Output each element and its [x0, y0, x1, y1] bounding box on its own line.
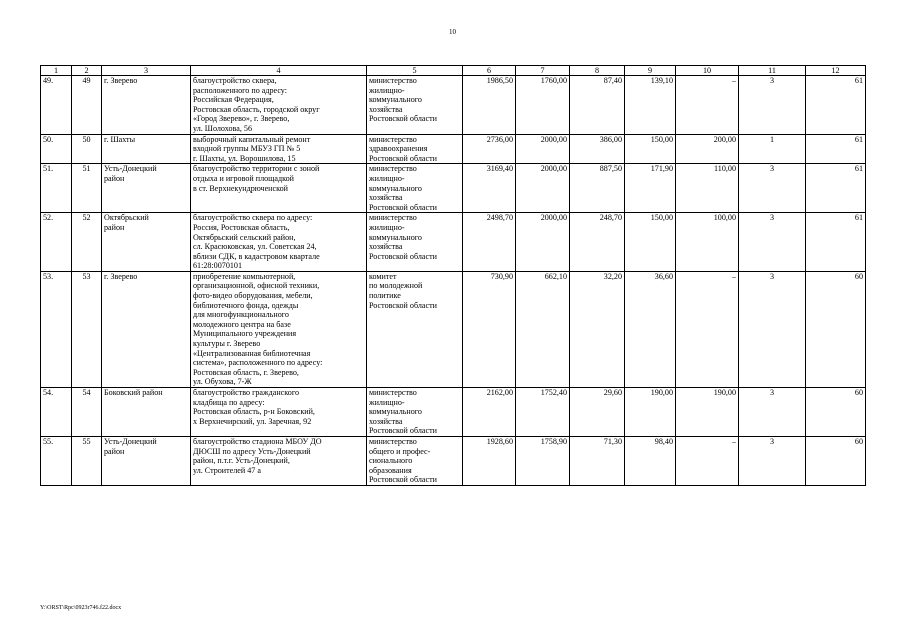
- footer-path: Y:\ORST\Rpc\0923r746.f22.docx: [40, 605, 122, 611]
- cell-line: Муниципального учреждения: [193, 329, 297, 339]
- cell-line: комитет: [369, 271, 397, 281]
- cell-line: ул. Обухова, 7-Ж: [193, 377, 252, 387]
- cell-line: сионального: [369, 456, 413, 466]
- row-index: 50: [72, 134, 102, 164]
- subsidy-amount-cell: 2000,00: [516, 213, 570, 272]
- cell-line: 61:28:0070101: [193, 261, 243, 271]
- score-cell: 61: [806, 164, 866, 213]
- category-cell: 3: [739, 164, 806, 213]
- cell-line: хозяйства: [369, 104, 403, 114]
- cell-line: министерство: [369, 436, 417, 446]
- category-cell: 3: [739, 271, 806, 387]
- municipality-cell: [102, 436, 191, 485]
- cell-line: коммунального: [369, 95, 422, 105]
- cell-line: общего и профес-: [369, 446, 431, 456]
- header-row: [41, 66, 866, 76]
- cell-line: расположенного по адресу:: [193, 85, 287, 95]
- cell-line: в ст. Верхнекундрюченской: [193, 183, 289, 193]
- municipality-cell: [102, 134, 191, 164]
- column-header: 2: [72, 66, 102, 76]
- cell-line: «Централизованная библиотечная: [193, 348, 311, 358]
- table-row: [41, 76, 866, 135]
- cell-line: министерство: [369, 76, 417, 85]
- extra-amount-cell: 110,00: [676, 164, 739, 213]
- ministry-cell: [367, 436, 463, 485]
- cell-line: г. Зверево: [104, 271, 138, 281]
- cell-line: район, п.т.г. Усть-Донецкий,: [193, 456, 290, 466]
- score-cell: 60: [806, 436, 866, 485]
- score-cell: 61: [806, 76, 866, 135]
- cell-line: Ростовской области: [369, 114, 437, 124]
- table-row: [41, 134, 866, 164]
- regional-amount-cell: 32,20: [570, 271, 625, 387]
- object-description-cell: [191, 213, 367, 272]
- cell-line: «Город Зверево», г. Зверево,: [193, 114, 290, 124]
- score-cell: 60: [806, 388, 866, 437]
- total-amount-cell: 2162,00: [463, 388, 516, 437]
- object-description-cell: [191, 436, 367, 485]
- cell-line: отдыха и игровой площадкой: [193, 173, 295, 183]
- cell-line: культуры г. Зверево: [193, 339, 261, 349]
- cell-line: г. Зверево: [104, 76, 138, 85]
- cell-line: Боковский район: [104, 388, 163, 397]
- cell-line: по молодежной: [369, 281, 423, 291]
- cell-line: хозяйства: [369, 242, 403, 252]
- cell-line: выборочный капитальный ремонт: [193, 134, 311, 144]
- column-header: 9: [625, 66, 676, 76]
- municipality-cell: [102, 271, 191, 387]
- cell-line: благоустройство сквера по адресу:: [193, 213, 313, 223]
- regional-amount-cell: 248,70: [570, 213, 625, 272]
- municipality-cell: [102, 164, 191, 213]
- regional-amount-cell: 887,50: [570, 164, 625, 213]
- ministry-cell: [367, 164, 463, 213]
- column-header: 11: [739, 66, 806, 76]
- subsidy-amount-cell: 1752,40: [516, 388, 570, 437]
- cell-line: приобретение компьютерной,: [193, 271, 296, 281]
- category-cell: 3: [739, 436, 806, 485]
- local-amount-cell: 190,00: [625, 388, 676, 437]
- subsidy-amount-cell: 1760,00: [516, 76, 570, 135]
- cell-line: район: [104, 446, 125, 456]
- score-cell: 60: [806, 271, 866, 387]
- ministry-cell: [367, 388, 463, 437]
- row-number: 52.: [41, 213, 72, 272]
- cell-line: Ростовской области: [369, 426, 437, 436]
- object-description-cell: [191, 388, 367, 437]
- cell-line: Октябрьский сельский район,: [193, 232, 296, 242]
- column-header: 8: [570, 66, 625, 76]
- cell-line: район: [104, 173, 125, 183]
- total-amount-cell: 1928,60: [463, 436, 516, 485]
- total-amount-cell: 2498,70: [463, 213, 516, 272]
- total-amount-cell: 2736,00: [463, 134, 516, 164]
- ministry-cell: [367, 213, 463, 272]
- cell-line: благоустройство территории с зоной: [193, 164, 320, 174]
- column-header: 7: [516, 66, 570, 76]
- local-amount-cell: 36,60: [625, 271, 676, 387]
- column-header: 3: [102, 66, 191, 76]
- cell-line: благоустройство сквера,: [193, 76, 277, 85]
- column-header: 5: [367, 66, 463, 76]
- cell-line: Ростовской области: [369, 153, 437, 163]
- cell-line: Октябрьский: [104, 213, 149, 223]
- row-index: 49: [72, 76, 102, 135]
- cell-line: Ростовская область, г. Зверево,: [193, 367, 299, 377]
- local-amount-cell: 150,00: [625, 213, 676, 272]
- subsidy-amount-cell: 662,10: [516, 271, 570, 387]
- cell-line: жилищно-: [369, 85, 405, 95]
- extra-amount-cell: –: [676, 271, 739, 387]
- cell-line: Россия, Ростовская область,: [193, 222, 290, 232]
- cell-line: благоустройство стадиона МБОУ ДО: [193, 436, 322, 446]
- row-number: 51.: [41, 164, 72, 213]
- cell-line: г. Шахты, ул. Ворошилова, 15: [193, 153, 296, 163]
- cell-line: ул. Строителей 47 а: [193, 465, 261, 475]
- extra-amount-cell: 200,00: [676, 134, 739, 164]
- extra-amount-cell: 190,00: [676, 388, 739, 437]
- cell-line: входной группы МБУЗ ГП № 5: [193, 144, 301, 154]
- cell-line: кладбища по адресу:: [193, 397, 265, 407]
- cell-line: район: [104, 222, 125, 232]
- cell-line: Российская Федерация,: [193, 95, 274, 105]
- table-row: [41, 271, 866, 387]
- local-amount-cell: 98,40: [625, 436, 676, 485]
- score-cell: 61: [806, 134, 866, 164]
- regional-amount-cell: 386,00: [570, 134, 625, 164]
- row-index: 55: [72, 436, 102, 485]
- cell-line: Ростовской области: [369, 300, 437, 310]
- object-description-cell: [191, 134, 367, 164]
- cell-line: Ростовской области: [369, 251, 437, 261]
- column-header: 1: [41, 66, 72, 76]
- row-number: 55.: [41, 436, 72, 485]
- total-amount-cell: 3169,40: [463, 164, 516, 213]
- cell-line: министерство: [369, 388, 417, 397]
- subsidy-amount-cell: 2000,00: [516, 164, 570, 213]
- category-cell: 1: [739, 134, 806, 164]
- extra-amount-cell: –: [676, 436, 739, 485]
- local-amount-cell: 171,90: [625, 164, 676, 213]
- row-number: 53.: [41, 271, 72, 387]
- cell-line: вблизи СДК, в кадастровом квартале: [193, 251, 320, 261]
- row-number: 50.: [41, 134, 72, 164]
- extra-amount-cell: 100,00: [676, 213, 739, 272]
- column-header: 6: [463, 66, 516, 76]
- cell-line: организационной, офисной техники,: [193, 281, 320, 291]
- column-header: 4: [191, 66, 367, 76]
- page-number: 10: [449, 28, 456, 36]
- cell-line: коммунального: [369, 183, 422, 193]
- cell-line: хозяйства: [369, 416, 403, 426]
- cell-line: Ростовской области: [369, 475, 437, 485]
- subsidy-amount-cell: 2000,00: [516, 134, 570, 164]
- regional-amount-cell: 71,30: [570, 436, 625, 485]
- regional-amount-cell: 29,60: [570, 388, 625, 437]
- regional-amount-cell: 87,40: [570, 76, 625, 135]
- category-cell: 3: [739, 213, 806, 272]
- total-amount-cell: 1986,50: [463, 76, 516, 135]
- municipality-cell: [102, 76, 191, 135]
- extra-amount-cell: –: [676, 76, 739, 135]
- object-description-cell: [191, 164, 367, 213]
- cell-line: Ростовской области: [369, 202, 437, 212]
- cell-line: коммунального: [369, 232, 422, 242]
- table-row: [41, 164, 866, 213]
- cell-line: ДЮСШ по адресу Усть-Донецкий: [193, 446, 311, 456]
- table-body: [41, 76, 866, 486]
- row-index: 54: [72, 388, 102, 437]
- cell-line: Ростовская область, р-н Боковский,: [193, 407, 315, 417]
- cell-line: министерство: [369, 213, 417, 223]
- cell-line: хозяйства: [369, 193, 403, 203]
- cell-line: министерство: [369, 134, 417, 144]
- cell-line: ул. Шолохова, 56: [193, 123, 252, 133]
- cell-line: для многофункционального: [193, 310, 289, 320]
- object-description-cell: [191, 271, 367, 387]
- cell-line: сл. Красюковская, ул. Советская 24,: [193, 242, 317, 252]
- cell-line: политике: [369, 291, 401, 301]
- row-index: 53: [72, 271, 102, 387]
- cell-line: благоустройство гражданского: [193, 388, 299, 397]
- local-amount-cell: 139,10: [625, 76, 676, 135]
- municipality-cell: [102, 213, 191, 272]
- cell-line: жилищно-: [369, 222, 405, 232]
- projects-table: [40, 65, 866, 486]
- cell-line: жилищно-: [369, 397, 405, 407]
- row-index: 52: [72, 213, 102, 272]
- local-amount-cell: 150,00: [625, 134, 676, 164]
- cell-line: г. Шахты: [104, 134, 136, 144]
- category-cell: 3: [739, 388, 806, 437]
- table-row: [41, 436, 866, 485]
- cell-line: коммунального: [369, 407, 422, 417]
- category-cell: 3: [739, 76, 806, 135]
- cell-line: образования: [369, 465, 412, 475]
- subsidy-amount-cell: 1758,90: [516, 436, 570, 485]
- municipality-cell: [102, 388, 191, 437]
- cell-line: молодежного центра на базе: [193, 319, 291, 329]
- cell-line: Усть-Донецкий: [104, 436, 157, 446]
- table-row: [41, 213, 866, 272]
- row-number: 49.: [41, 76, 72, 135]
- cell-line: здравоохранения: [369, 144, 428, 154]
- column-header: 12: [806, 66, 866, 76]
- total-amount-cell: 730,90: [463, 271, 516, 387]
- ministry-cell: [367, 76, 463, 135]
- cell-line: Ростовская область, городской округ: [193, 104, 320, 114]
- cell-line: Усть-Донецкий: [104, 164, 157, 174]
- cell-line: фото-видео оборудования, мебели,: [193, 291, 313, 301]
- row-number: 54.: [41, 388, 72, 437]
- row-index: 51: [72, 164, 102, 213]
- score-cell: 61: [806, 213, 866, 272]
- ministry-cell: [367, 134, 463, 164]
- cell-line: х Верхнечирский, ул. Заречная, 92: [193, 416, 312, 426]
- object-description-cell: [191, 76, 367, 135]
- table-row: [41, 388, 866, 437]
- column-header: 10: [676, 66, 739, 76]
- cell-line: министерство: [369, 164, 417, 174]
- cell-line: жилищно-: [369, 173, 405, 183]
- cell-line: библиотечного фонда, одежды: [193, 300, 299, 310]
- ministry-cell: [367, 271, 463, 387]
- cell-line: система», расположенного по адресу:: [193, 358, 323, 368]
